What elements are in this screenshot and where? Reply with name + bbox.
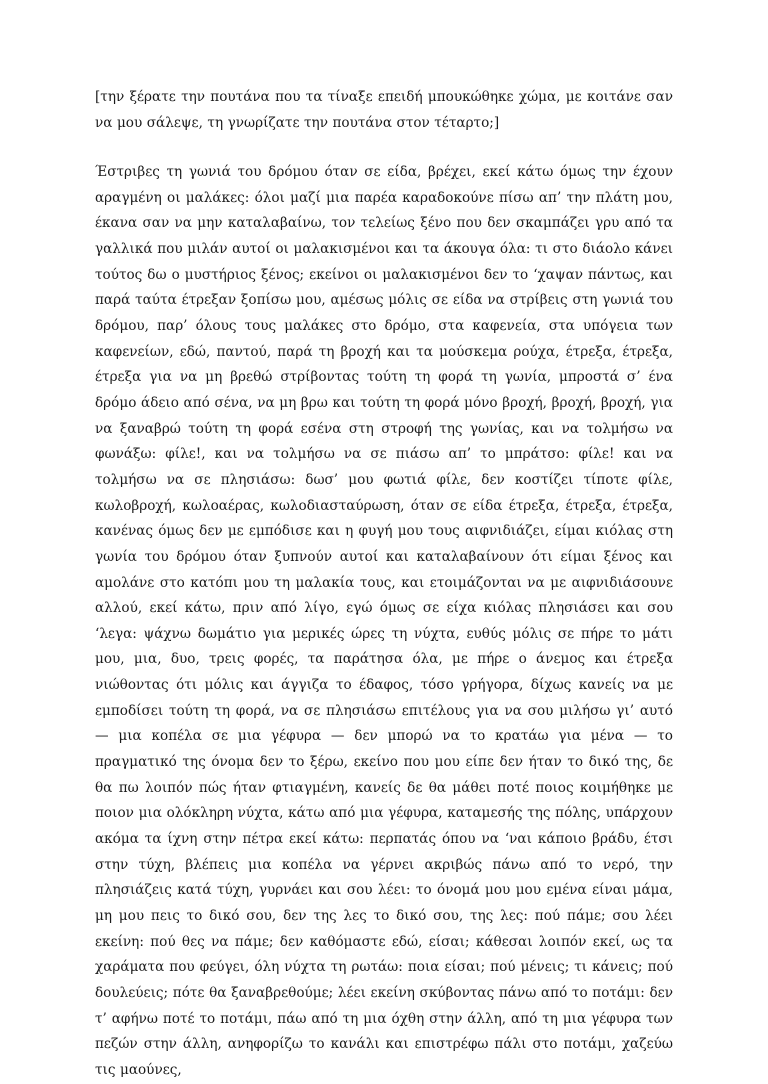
main-text-paragraph: Έστριβες τη γωνιά του δρόμου όταν σε είδα, βρέχει, εκεί κάτω όμως την έχουν αραγμένη οι μαλάκες: όλοι μαζί μια παρέα καραδοκούνε πίσω απ’ την πλάτη μου, έκανα σαν να μην καταλαβαίνω, τον τελείως ξένο που δεν σκαμπάζει γρυ από τα γαλλικά που μιλάν αυτοί οι μαλακισμένοι και τα άκουγα όλα: τι στο διάολο κάνει τούτος δω ο μυστήριος ξένος; εκείνοι οι μαλακισμένοι δεν το ‘χαψαν πάντως, και παρά ταύτα έτρεξαν ξοπίσω μου, αμέσως μόλις σε είδα να στρίβεις στη γωνιά του δρόμου, παρ’ όλους τους μαλάκες στο δρόμο, στα καφενεία, στα υπόγεια των καφενείων, εδώ, παντού, παρά τη βροχή και τα μούσκεμα ρούχα, έτρεξα, έτρεξα, έτρεξα για να μη βρεθώ στρίβοντας τούτη τη φορά τη γωνία, μπροστά σ’ ένα δρόμο άδειο από σένα, να μη βρω και τούτη τη φορά μόνο βροχή, βροχή, βροχή, για να ξαναβρώ τούτη τη φορά εσένα στη στροφή της γωνίας, και να τολμήσω να φωνάξω: φίλε!, και να τολμήσω να σε πιάσω απ’ το μπράτσο: φίλε! και να τολμήσω να σε πλησιάσω: δωσ’ μου φωτιά φίλε, δεν κοστίζει τίποτε φίλε, κωλοβροχή, κωλοαέρας, κωλοδιασταύρωση, όταν σε είδα έτρεξα, έτρεξα, έτρεξα, κανένας όμως δεν με εμπόδισε και η φυγή μου τους αιφνιδιάζει, είμαι κιόλας στη γωνία του δρόμου όταν ξυπνούν αυτοί και καταλαβαίνουν ότι είμαι ξένος και αμολάνε στο κατόπι μου τη μαλακία τους, και ετοιμάζονται να με αιφνιδιάσουνε αλλού, εκεί κάτω, πριν από λίγο, εγώ όμως σε είχα κιόλας πλησιάσει και σου ‘λεγα: ψάχνω δωμάτιο για μερικές ώρες τη νύχτα, ευθύς μόλις σε πήρε το μάτι μου, μια, δυο, τρεις φορές, τα παράτησα όλα, με πήρε ο άνεμος και έτρεξα νιώθοντας ότι μόλις και άγγιζα το έδαφος, τόσο γρήγορα, δίχως κανείς να με εμποδίσει τούτη τη φορά, να σε πλησιάσω επιτέλους για να σου μιλήσω γι’ αυτό — μια κοπέλα σε μια γέφυρα — δεν μπορώ να το κρατάω για μένα — το πραγματικό της όνομα δεν το ξέρω, εκείνο που μου είπε δεν ήταν το δικό της, δε θα πω λοιπόν πώς ήταν φτιαγμένη, κανείς δε θα μάθει ποτέ ποιος κοιμήθηκε με ποιον μια ολόκληρη νύχτα, κάτω από μια γέφυρα, καταμεσής της πόλης, υπάρχουν ακόμα τα ίχνη στην πέτρα εκεί κάτω: περπατάς όπου να ‘ναι κάποιο βράδυ, έτσι στην τύχη, βλέπεις μια κοπέλα να γέρνει ακριβώς πάνω από το νερό, την πλησιάζεις κατά τύχη, γυρνάει και σου λέει: το όνομά μου μου εμένα είναι μάμα, μη μου πεις το δικό σου, δεν της λες το δικό σου, της λες: πού πάμε; σου λέει εκείνη: πού θες να πάμε; δεν καθόμαστε εδώ, είσαι; κάθεσαι λοιπόν εκεί, ως τα χαράματα που φεύγει, όλη νύχτα τη ρωτάω: ποια είσαι; πού μένεις; τι κάνεις; πού δουλεύεις; πότε θα ξαναβρεθούμε; λέει εκείνη σκύβοντας πάνω από το ποτάμι: δεν τ’ αφήνω ποτέ το ποτάμι, πάω από τη μια όχθη στην άλλη, από τη μια γέφυρα των πεζών στην άλλη, ανηφορίζω το κανάλι και επιστρέφω πάλι στο ποτάμι, χαζεύω τις μαούνες, [95,164,673,1078]
bracketed-note-paragraph: [την ξέρατε την πουτάνα που τα τίναξε επειδή μπουκώθηκε χώμα, με κοιτάνε σαν να μου σάλεψε, τη γνωρίζατε την πουτάνα στον τέταρτο;] [95,89,673,131]
